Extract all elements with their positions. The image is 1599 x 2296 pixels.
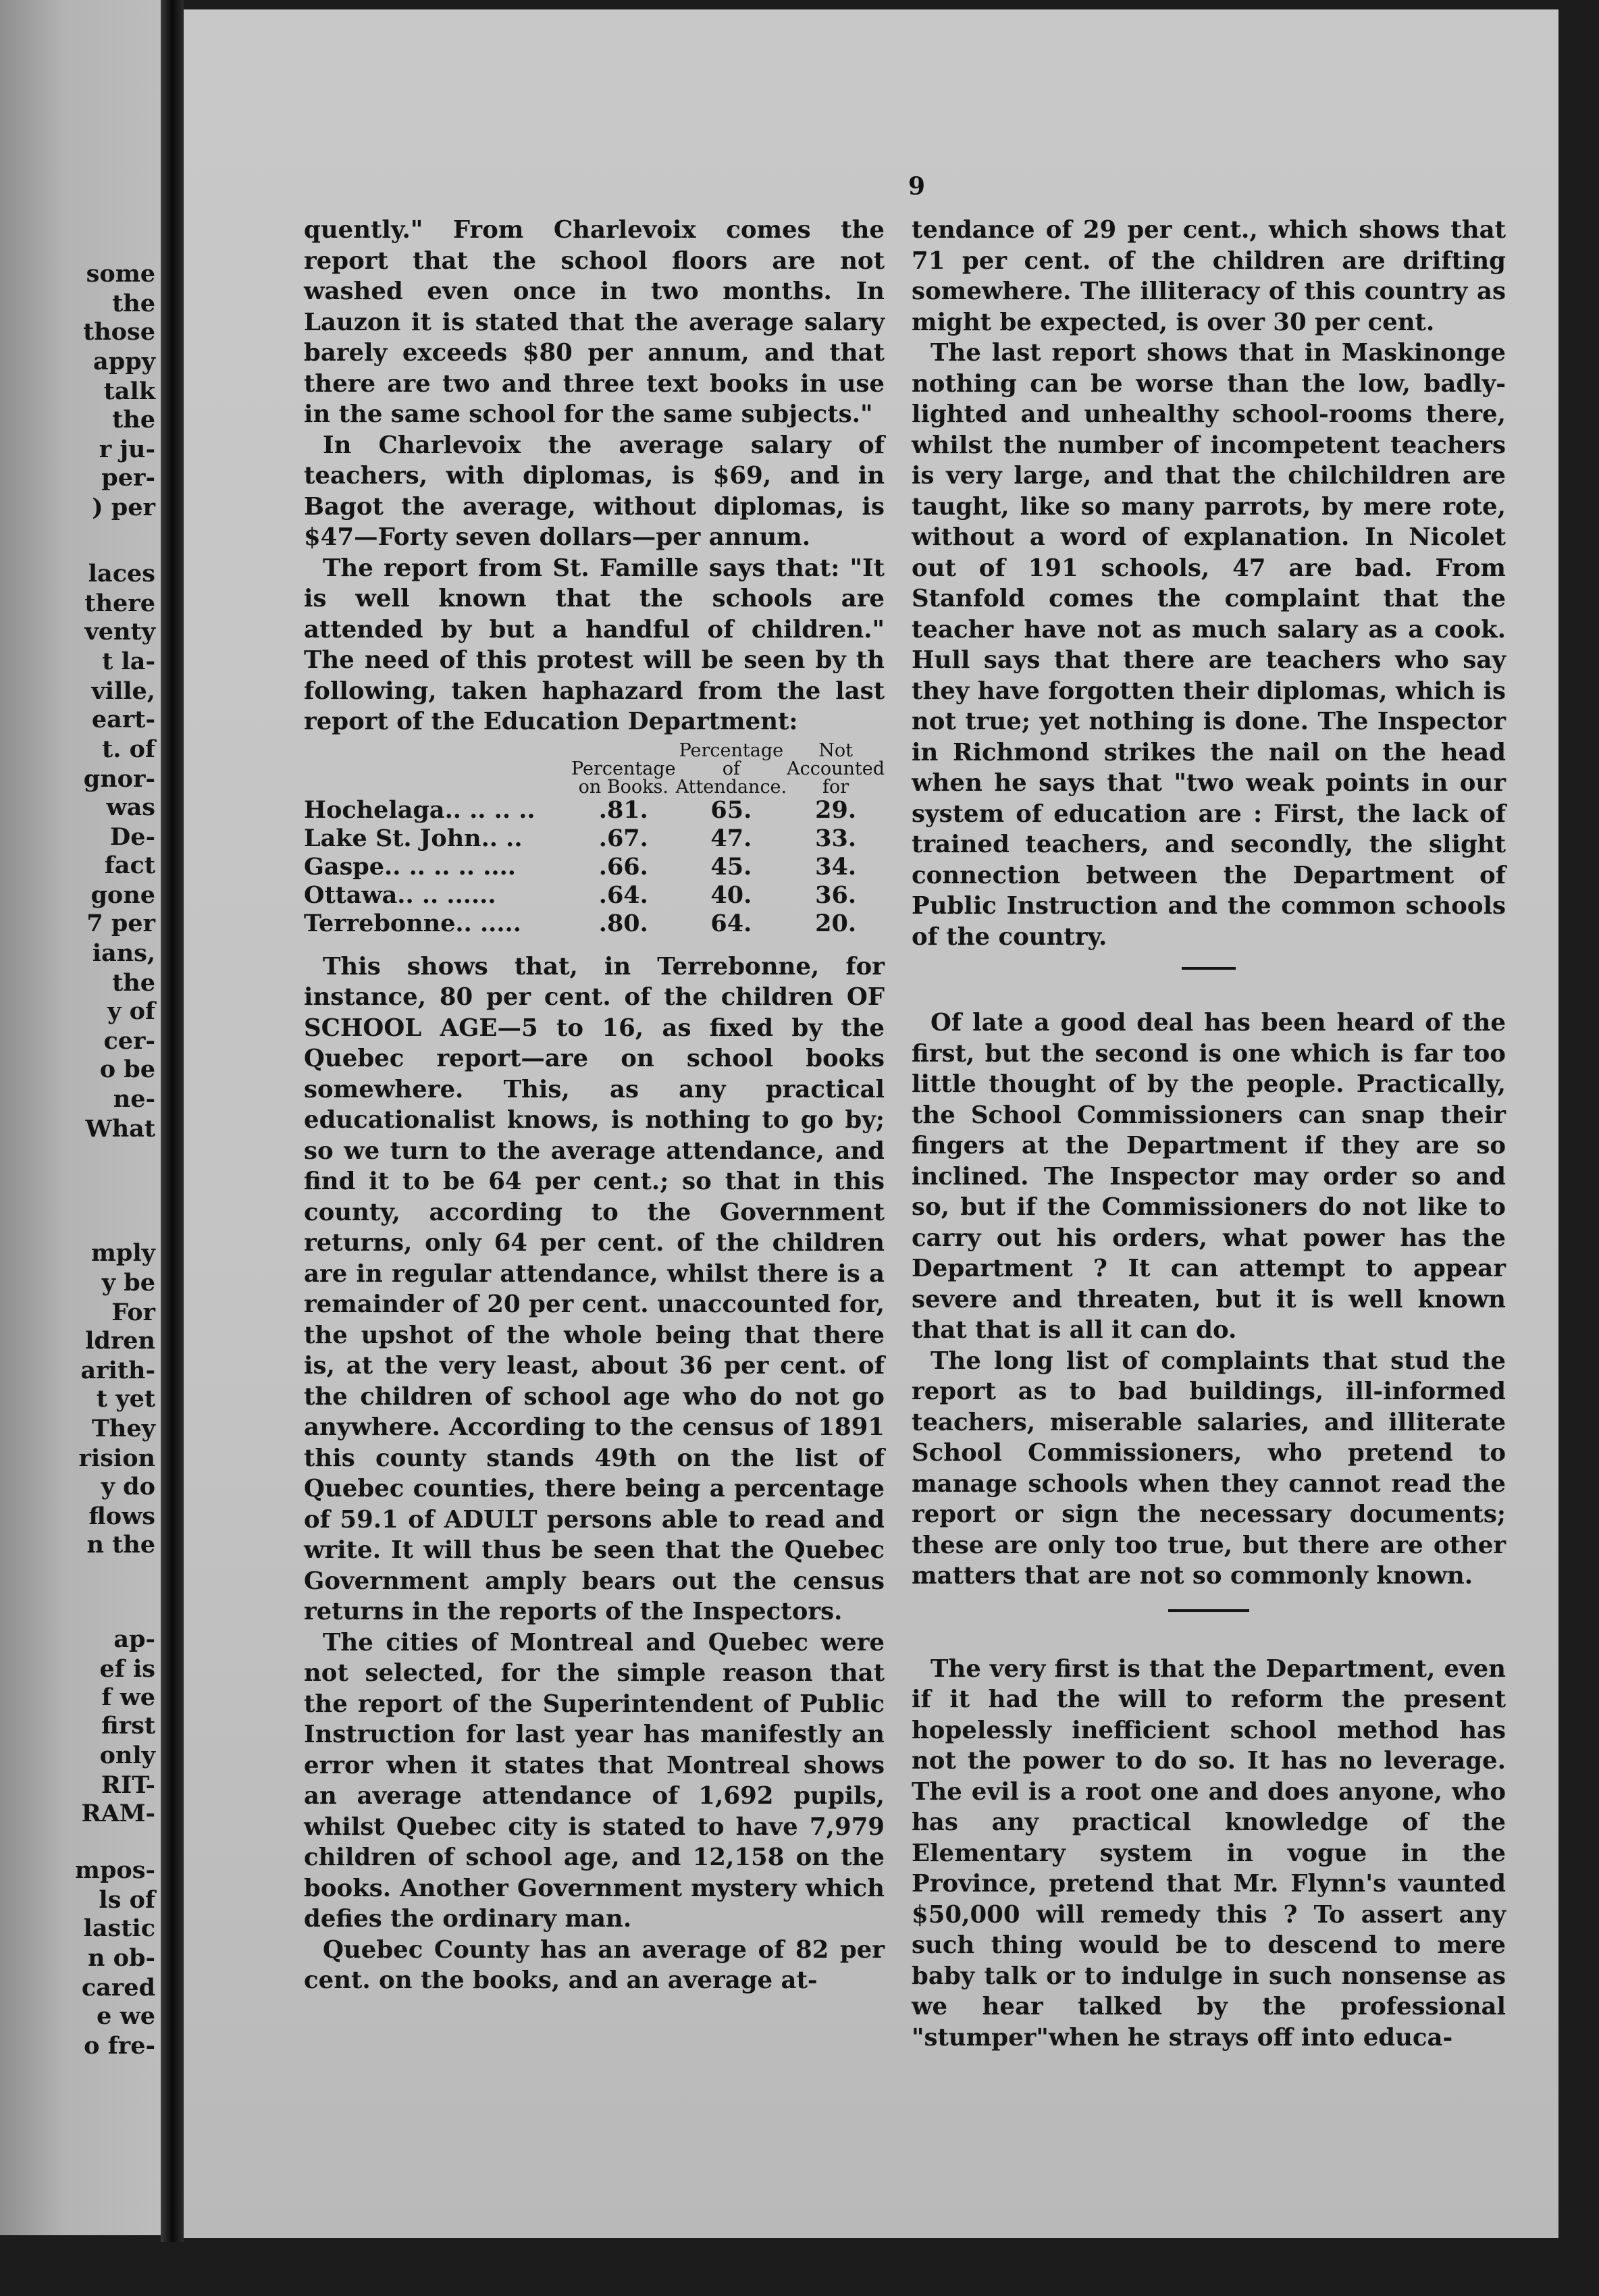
facing-page-fragment: De- [109, 823, 155, 851]
facing-page-fragment: What [85, 1115, 155, 1143]
paragraph: The last report shows that in Maskinonge nothing can be worse than the low, badly-lighted and unhealthy school-rooms there, whilst the number of incompetent teachers is very large, and that the chilchildren are taught, like so many parrots, by mere rote, without a word of explanation. In Nicolet out of 191 schools, 47 are bad. From Stanfold comes the complaint that the teacher have not as much salary as a cook. Hull says that there are teachers who say they have forgotten their diplomas, which is not true; yet nothing is done. The Inspector in Richmond strikes the nail on the head when he says that "two weak points in our system of education are : First, the lack of trained teachers, and secondly, the slight connection between the Department of Public Instruction and the common schools of the country. [912, 339, 1506, 951]
facing-page-fragment: gnor- [83, 765, 155, 793]
facing-page-fragment: flows [88, 1503, 155, 1530]
table-header-row [304, 741, 885, 796]
books-percent: .64. [598, 881, 648, 909]
facing-page-fragment: venty [84, 618, 155, 646]
section-divider [1182, 967, 1236, 970]
facing-page-fragment: y be [101, 1269, 155, 1297]
facing-page-fragment: RAM- [81, 1800, 155, 1827]
facing-page-fragment: appy [93, 348, 155, 375]
paragraph: The cities of Montreal and Quebec were not selected, for the simple reason that the report of the Superintendent of Public Instruction for last year has manifestly an error when it states that Montreal shows an average attendance of 1,692 pupils, whilst Quebec city is stated to have 7,979 children of school age, and 12,158 on the books. Another Government mystery which defies the ordinary man. [304, 1628, 885, 1933]
facing-page-fragment: rision [78, 1444, 155, 1472]
table-row [304, 910, 885, 938]
unaccounted-percent: 36. [815, 881, 857, 909]
facing-page-fragment: t. of [102, 735, 155, 763]
facing-page-fragment: y of [107, 997, 155, 1025]
facing-page-fragment: o fre- [84, 2032, 155, 2060]
paragraph: Quebec County has an average of 82 per cent. on the books, and an average at- [304, 1935, 885, 1994]
books-percent: .80. [598, 909, 648, 937]
facing-page-fragment: mpos- [74, 1856, 155, 1884]
county-name: Ottawa.. .. ...... [304, 881, 496, 909]
table-header: Percentage on Books. [571, 758, 676, 798]
book-gutter [161, 0, 184, 2242]
facing-page-fragment: t yet [96, 1385, 155, 1413]
table-header [304, 741, 571, 796]
facing-page-fragment: laces [88, 560, 155, 588]
facing-page-fragment: 7 per [86, 910, 155, 937]
facing-page-fragment: those [83, 318, 155, 346]
paragraph: quently." From Charlevoix comes the report that the school floors are not washed even once in two months. In Lauzon it is stated that the average salary barely exceeds $80 per annum, and that there are two and three text books in use in the same school for the same subjects." [304, 216, 885, 428]
facing-page-fragment: fact [104, 852, 155, 879]
paragraph: The long list of complaints that stud the report as to bad buildings, ill-informed teachers, miserable salaries, and illiterate School Commissioners, who pretend to manage schools when they cannot read the report or sign the necessary documents; these are only too true, but there are other matters that are not so commonly known. [912, 1347, 1506, 1590]
unaccounted-percent: 20. [815, 909, 857, 937]
facing-page-fragment: lastic [83, 1914, 155, 1942]
facing-page-fragment: ldren [85, 1327, 155, 1355]
facing-page-fragment: gone [90, 881, 155, 909]
right-column [912, 215, 1506, 2053]
facing-page-fragment: the [112, 290, 155, 317]
facing-page-fragment: eart- [91, 706, 155, 733]
table-row [304, 881, 885, 910]
paragraph: The report from St. Famille says that: "It is well known that the schools are attended by but a handful of children." The need of this protest will be seen by th following, taken haphazard from the last report of the Education Department: [304, 554, 885, 735]
facing-page-fragment: first [101, 1712, 155, 1740]
paragraph: Of late a good deal has been heard of the first, but the second is one which is far too little thought of by the people. Practically, the School Commissioners can snap their fingers at the Department if they are so inclined. The Inspector may order so and so, but if the Commissioners do not like to carry out his orders, what power has the Department ? It can attempt to appear severe and threaten, but it is well known that that is all it can do. [912, 1009, 1506, 1344]
facing-page-fragment: For [111, 1299, 155, 1326]
attendance-percent: 47. [710, 824, 752, 852]
facing-page-fragment: y do [101, 1473, 155, 1501]
facing-page-fragment: f we [101, 1684, 155, 1711]
attendance-percent: 40. [710, 881, 752, 909]
table-header: Percentage of Attendance. [675, 739, 787, 798]
books-percent: .66. [598, 852, 648, 881]
attendance-table [304, 741, 885, 938]
facing-page-fragment: r ju- [99, 436, 155, 463]
facing-page-fragment: ) per [92, 494, 155, 521]
facing-page-fragment: the [112, 406, 155, 434]
facing-page-fragment: talk [103, 377, 155, 405]
facing-page-fragment: ians, [92, 939, 155, 967]
facing-page-fragment: cer- [103, 1027, 155, 1055]
facing-page-edge [0, 0, 161, 2235]
attendance-percent: 64. [710, 909, 752, 937]
facing-page-fragment: n ob- [88, 1944, 155, 1972]
facing-page-fragment: ls of [99, 1886, 155, 1914]
page-number: 9 [908, 172, 926, 201]
facing-page-fragment: ville, [91, 677, 155, 705]
attendance-percent: 65. [710, 795, 752, 824]
table-row [304, 825, 885, 853]
facing-page-fragment: RIT- [101, 1771, 155, 1799]
paragraph: This shows that, in Terrebonne, for instance, 80 per cent. of the children OF SCHOOL AGE—5 to 16, as fixed by the Quebec report—are on school books somewhere. This, as any practical educationalist knows, is nothing to go by; so we turn to the average attendance, and find it to be 64 per cent.; so that in this county, according to the Government returns, only 64 per cent. of the children are in regular attendance, whilst there is a remainder of 20 per cent. unaccounted for, the upshot of the whole being that there is, at the very least, about 36 per cent. of the children of school age who do not go anywhere. According to the census of 1891 this county stands 49th on the list of Quebec counties, there being a percentage of 59.1 of ADULT persons able to read and write. It will thus be seen that the Quebec Government amply bears out the census returns in the reports of the Inspectors. [304, 952, 885, 1625]
table-row [304, 853, 885, 881]
paragraph: tendance of 29 per cent., which shows that 71 per cent. of the children are drifting somewhere. The illiteracy of this country as might be expected, is over 30 per cent. [912, 216, 1506, 336]
paragraph: The very first is that the Department, even if it had the will to reform the present hopelessly inefficient school method has not the power to do so. It has no leverage. The evil is a root one and does anyone, who has any practical knowledge of the Elementary system in vogue in the Province, pretend that Mr. Flynn's vaunted $50,000 will remedy this ? To assert any such thing would be to descend to mere baby talk or to indulge in such nonsense as we hear talked by the professional "stumper"when he strays off into educa- [912, 1654, 1506, 2052]
facing-page-fragment: cared [81, 1974, 155, 2002]
left-column [304, 215, 885, 1996]
facing-page-fragment: o be [99, 1055, 155, 1083]
unaccounted-percent: 29. [815, 795, 857, 824]
facing-page-fragment: arith- [80, 1357, 155, 1384]
section-divider [1168, 1609, 1249, 1612]
facing-page-fragment: e we [97, 2002, 155, 2030]
county-name: Gaspe.. .. .. .. .... [304, 852, 516, 881]
county-name: Lake St. John.. .. [304, 824, 523, 852]
facing-page-fragment: the [112, 969, 155, 997]
county-name: Terrebonne.. ..... [304, 909, 521, 937]
table-header: Not Accounted for [787, 739, 885, 798]
books-percent: .67. [598, 824, 648, 852]
unaccounted-percent: 33. [815, 824, 857, 852]
facing-page-fragment: some [86, 260, 155, 288]
facing-page-fragment: was [106, 793, 155, 821]
facing-page-fragment: ne- [113, 1085, 155, 1113]
facing-page-fragment: ap- [113, 1625, 155, 1653]
facing-page-fragment: per- [101, 464, 155, 492]
county-name: Hochelaga.. .. .. .. [304, 795, 535, 824]
facing-page-fragment: there [84, 590, 155, 617]
table-row [304, 796, 885, 825]
unaccounted-percent: 34. [815, 852, 857, 881]
facing-page-fragment: ef is [99, 1655, 155, 1683]
facing-page-fragment: They [91, 1415, 155, 1442]
facing-page-fragment: n the [86, 1531, 155, 1559]
facing-page-fragment: only [99, 1742, 155, 1769]
facing-page-fragment: mply [90, 1239, 155, 1267]
books-percent: .81. [598, 795, 648, 824]
facing-page-fragment: t la- [102, 648, 155, 675]
attendance-percent: 45. [710, 852, 752, 881]
paragraph: In Charlevoix the average salary of teachers, with diplomas, is $69, and in Bagot the average, without diplomas, is $47—Forty seven dollars—per annum. [304, 431, 885, 551]
